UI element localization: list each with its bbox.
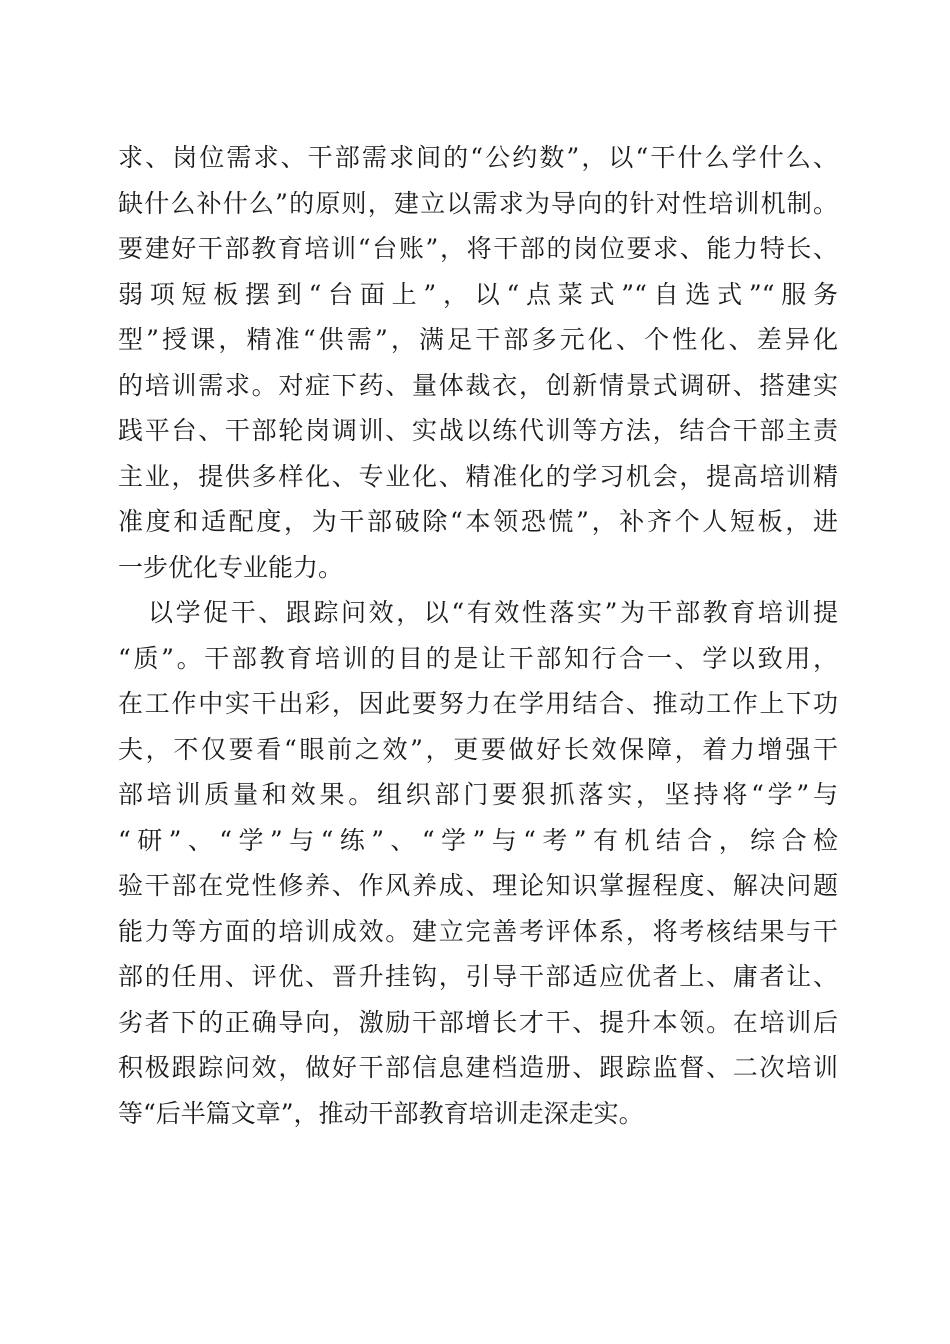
paragraph-line: 准度和适配度，为干部破除“本领恐慌”，补齐个人短板，进 <box>118 507 838 536</box>
paragraph-line: 部培训质量和效果。组织部门要狠抓落实，坚持将“学”与 <box>118 780 838 809</box>
paragraph-line: 等“后半篇文章”，推动干部教育培训走深走实。 <box>118 1098 644 1128</box>
paragraph-line: 弱项短板摆到“台面上”，以“点菜式”“自选式”“服务 <box>118 279 838 309</box>
paragraph-1 <box>118 135 838 590</box>
paragraph-line: 部的任用、评优、晋升挂钩，引导干部适应优者上、庸者让、 <box>118 962 838 991</box>
document-body <box>118 135 838 1136</box>
paragraph-line: 以学促干、跟踪问效，以“有效性落实”为干部教育培训提 <box>148 598 838 627</box>
paragraph-line: 一步优化专业能力。 <box>118 552 344 582</box>
paragraph-line: 的培训需求。对症下药、量体裁衣，创新情景式调研、搭建实 <box>118 370 838 400</box>
paragraph-line: 践平台、干部轮岗调训、实战以练代训等方法，结合干部主责 <box>118 416 838 445</box>
paragraph-line: 求、岗位需求、干部需求间的“公约数”，以“干什么学什么、 <box>118 143 838 172</box>
paragraph-2 <box>118 590 838 1136</box>
paragraph-line: 在工作中实干出彩，因此要努力在学用结合、推动工作上下功 <box>118 689 838 718</box>
paragraph-line: 型”授课，精准“供需”，满足干部多元化、个性化、差异化 <box>118 325 838 354</box>
paragraph-line: 积极跟踪问效，做好干部信息建档造册、跟踪监督、二次培训 <box>118 1053 838 1082</box>
paragraph-line: 缺什么补什么”的原则，建立以需求为导向的针对性培训机制。 <box>118 188 838 218</box>
paragraph-line: “质”。干部教育培训的目的是让干部知行合一、学以致用， <box>118 643 838 673</box>
paragraph-line: 劣者下的正确导向，激励干部增长才干、提升本领。在培训后 <box>118 1007 838 1037</box>
paragraph-line: 主业，提供多样化、专业化、精准化的学习机会，提高培训精 <box>118 461 838 491</box>
paragraph-line: 夫，不仅要看“眼前之效”，更要做好长效保障，着力增强干 <box>118 734 838 764</box>
paragraph-line: 能力等方面的培训成效。建立完善考评体系，将考核结果与干 <box>118 916 838 946</box>
paragraph-line: 要建好干部教育培训“台账”，将干部的岗位要求、能力特长、 <box>118 234 838 263</box>
paragraph-line: “研”、“学”与“练”、“学”与“考”有机结合，综合检 <box>118 825 838 855</box>
paragraph-line: 验干部在党性修养、作风养成、理论知识掌握程度、解决问题 <box>118 871 838 900</box>
